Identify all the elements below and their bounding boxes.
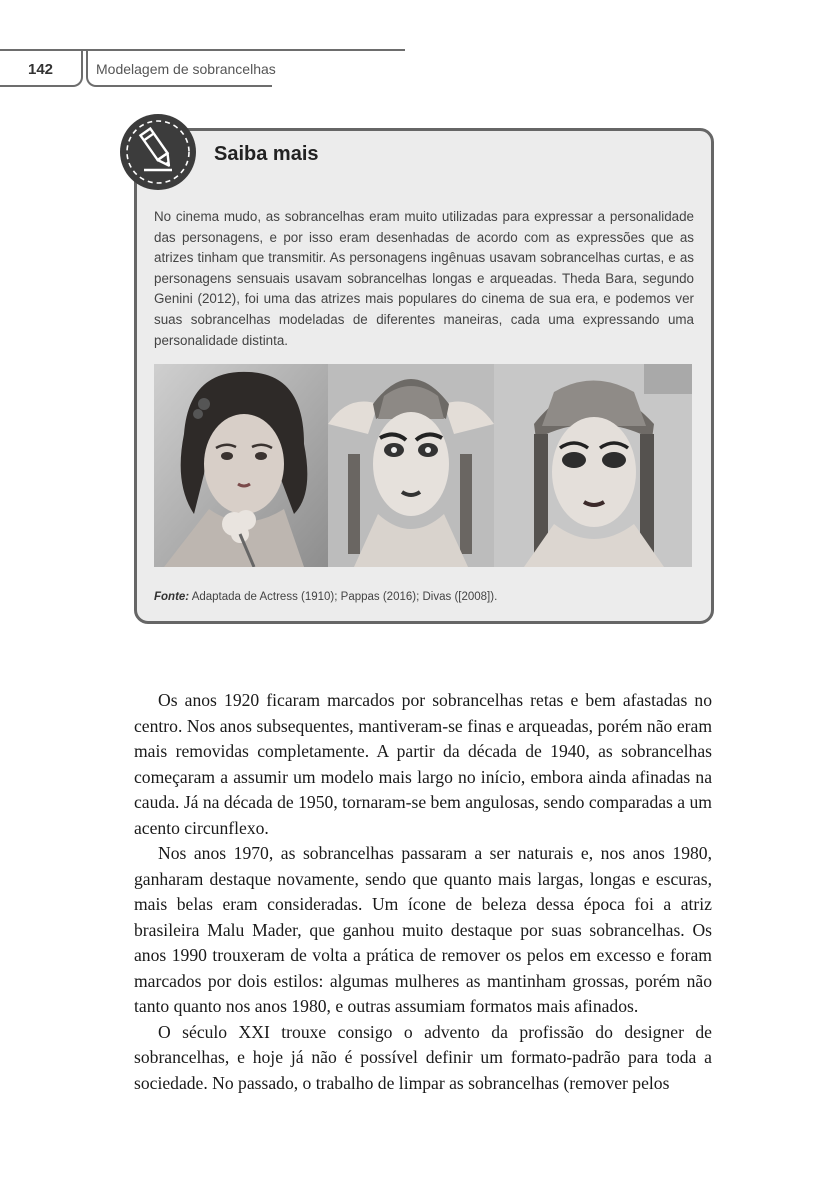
photo-strip — [154, 364, 692, 567]
body-paragraph-3: O século XXI trouxe consigo o advento da profissão do designer de sobrancelhas, e hoje já não é possível definir um formato-padrão para toda a sociedade. No passado, o trabalho de limpar as sobrancelhas (remover pelos — [134, 1021, 712, 1093]
actress-photo-2 — [328, 364, 494, 567]
body-paragraph-1: Os anos 1920 ficaram marcados por sobrancelhas retas e bem afastadas no centro. Nos anos subsequentes, mantiveram-se finas e arqueadas, porém não eram mais removidas completamente. A partir da década de 1940, as sobrancelhas começaram a assumir um modelo mais largo no início, embora ainda afinadas na cauda. Já na década de 1950, tornaram-se bem angulosas, sendo comparadas a um acento circunflexo. — [134, 690, 712, 838]
source-label: Fonte: — [154, 591, 190, 603]
image-source — [154, 591, 497, 603]
pencil-icon — [120, 114, 196, 190]
actress-photo-1 — [154, 364, 328, 567]
body-paragraph-2: Nos anos 1970, as sobrancelhas passaram a ser naturais e, nos anos 1980, ganharam destaque novamente, sendo que quanto mais largas, longas e escuras, mais belas eram consideradas. Um ícone de beleza dessa época foi a atriz brasileira Malu Mader, que ganhou muito destaque por suas sobrancelhas. Os anos 1990 trouxeram de volta a prática de remover os pelos em excesso e foram marcados por dois estilos: algumas mulheres as mantinham grossas, porém não tanto quanto nos anos 1980, e outras assumiam formatos mais afinados. — [134, 843, 712, 1016]
chapter-title: Modelagem de sobrancelhas — [96, 61, 276, 77]
page-number: 142 — [28, 61, 54, 78]
box-title: Saiba mais — [214, 143, 319, 165]
source-text: Adaptada de Actress (1910); Pappas (2016); Divas ([2008]). — [189, 591, 498, 603]
body-text — [134, 688, 712, 1096]
box-paragraph: No cinema mudo, as sobrancelhas eram muito utilizadas para expressar a personalidade das personagens, e por isso eram desenhadas de acordo com as expressões que as atrizes tinham que transmitir. As personagens ingênuas usavam sobrancelhas curtas, e as personagens sensuais usavam sobrancelhas longas e arqueadas. Theda Bara, segundo Genini (2012), foi uma das atrizes mais populares do cinema de sua era, e podemos ver suas sobrancelhas modeladas de diferentes maneiras, cada uma expressando uma personalidade distinta. — [154, 209, 694, 348]
actress-photo-3 — [494, 364, 692, 567]
